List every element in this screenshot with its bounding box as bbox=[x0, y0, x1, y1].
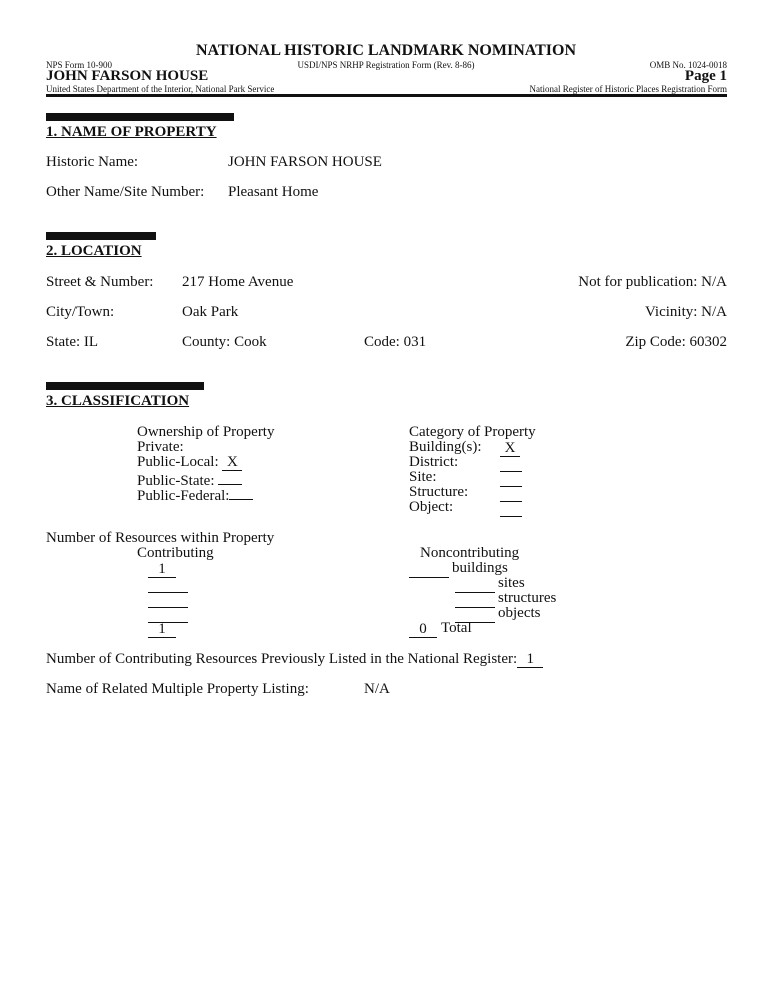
zip-code: Zip Code: 60302 bbox=[625, 334, 727, 350]
previously-listed-value: 1 bbox=[517, 652, 543, 668]
header-rule bbox=[46, 94, 727, 97]
other-name-value: Pleasant Home bbox=[228, 184, 319, 200]
contributing-sites-blank bbox=[148, 577, 188, 593]
section2-bar bbox=[46, 232, 156, 240]
contributing-buildings: 1 bbox=[148, 562, 176, 578]
county: County: Cook bbox=[182, 334, 267, 350]
category-district-label: District: bbox=[409, 454, 459, 470]
noncontributing-buildings-blank bbox=[409, 562, 449, 578]
category-buildings-mark: X bbox=[500, 441, 520, 457]
resources-title: Number of Resources within Property bbox=[46, 530, 275, 546]
category-district-blank bbox=[500, 456, 522, 472]
contributing-objects-blank bbox=[148, 607, 188, 623]
street-value: 217 Home Avenue bbox=[182, 274, 294, 290]
category-buildings-label: Building(s): bbox=[409, 439, 482, 455]
page-number: Page 1 bbox=[684, 68, 727, 84]
ownership-private-label: Private: bbox=[137, 439, 184, 455]
section3-heading: 3. CLASSIFICATION bbox=[46, 393, 190, 409]
other-name-label: Other Name/Site Number: bbox=[46, 184, 205, 200]
state: State: IL bbox=[46, 334, 99, 350]
city-value: Oak Park bbox=[182, 304, 239, 320]
ownership-public-state-label: Public-State: bbox=[137, 473, 215, 489]
historic-name-value: JOHN FARSON HOUSE bbox=[228, 154, 382, 170]
historic-name-label: Historic Name: bbox=[46, 154, 139, 170]
city-label: City/Town: bbox=[46, 304, 115, 320]
street-label: Street & Number: bbox=[46, 274, 154, 290]
document-title: NATIONAL HISTORIC LANDMARK NOMINATION bbox=[195, 42, 577, 59]
category-structure-blank bbox=[500, 486, 522, 502]
section1-heading: 1. NAME OF PROPERTY bbox=[46, 124, 217, 140]
noncontributing-sites-blank bbox=[455, 577, 495, 593]
ownership-public-local-label: Public-Local: bbox=[137, 454, 219, 470]
registration-form-revision: USDI/NPS NRHP Registration Form (Rev. 8-86) bbox=[297, 60, 475, 70]
noncontributing-structures-blank bbox=[455, 592, 495, 608]
department-line: United States Department of the Interior, National Park Service bbox=[46, 84, 275, 94]
register-line: National Register of Historic Places Registration Form bbox=[529, 84, 727, 94]
multiple-property-label: Name of Related Multiple Property Listing: bbox=[46, 681, 309, 697]
contributing-structures-blank bbox=[148, 592, 188, 608]
vicinity: Vicinity: N/A bbox=[644, 304, 727, 320]
category-object-label: Object: bbox=[409, 499, 454, 515]
ownership-public-federal bbox=[137, 484, 253, 505]
form-number: NPS Form 10-900 bbox=[46, 60, 113, 70]
not-for-publication: Not for publication: N/A bbox=[578, 274, 727, 290]
contributing-total: 1 bbox=[148, 622, 176, 638]
ownership-title: Ownership of Property bbox=[137, 424, 275, 440]
ownership-public-state-blank bbox=[218, 469, 242, 485]
total-label: Total bbox=[441, 620, 472, 636]
code: Code: 031 bbox=[364, 334, 427, 350]
objects-label: objects bbox=[498, 605, 541, 621]
section3-bar bbox=[46, 382, 204, 390]
structures-label: structures bbox=[498, 590, 557, 606]
ownership-public-federal-label: Public-Federal: bbox=[137, 488, 230, 504]
section2-heading: 2. LOCATION bbox=[46, 243, 142, 259]
property-title: JOHN FARSON HOUSE bbox=[46, 68, 209, 84]
sites-label: sites bbox=[498, 575, 525, 591]
category-title: Category of Property bbox=[409, 424, 536, 440]
noncontributing-total: 0 bbox=[409, 622, 437, 638]
multiple-property-value: N/A bbox=[364, 681, 390, 697]
category-object-blank bbox=[500, 501, 522, 517]
ownership-public-local-mark: X bbox=[222, 455, 242, 471]
category-structure-label: Structure: bbox=[409, 484, 469, 500]
category-site-label: Site: bbox=[409, 469, 437, 485]
noncontributing-header: Noncontributing bbox=[420, 545, 520, 561]
ownership-public-federal-blank bbox=[229, 484, 253, 500]
previously-listed-label: Number of Contributing Resources Previously Listed in the National Register: bbox=[46, 651, 518, 667]
category-site-blank bbox=[500, 471, 522, 487]
omb-number: OMB No. 1024-0018 bbox=[649, 60, 727, 70]
section1-bar bbox=[46, 113, 234, 121]
buildings-label: buildings bbox=[452, 560, 508, 576]
contributing-header: Contributing bbox=[137, 545, 214, 561]
previously-listed bbox=[46, 651, 543, 668]
